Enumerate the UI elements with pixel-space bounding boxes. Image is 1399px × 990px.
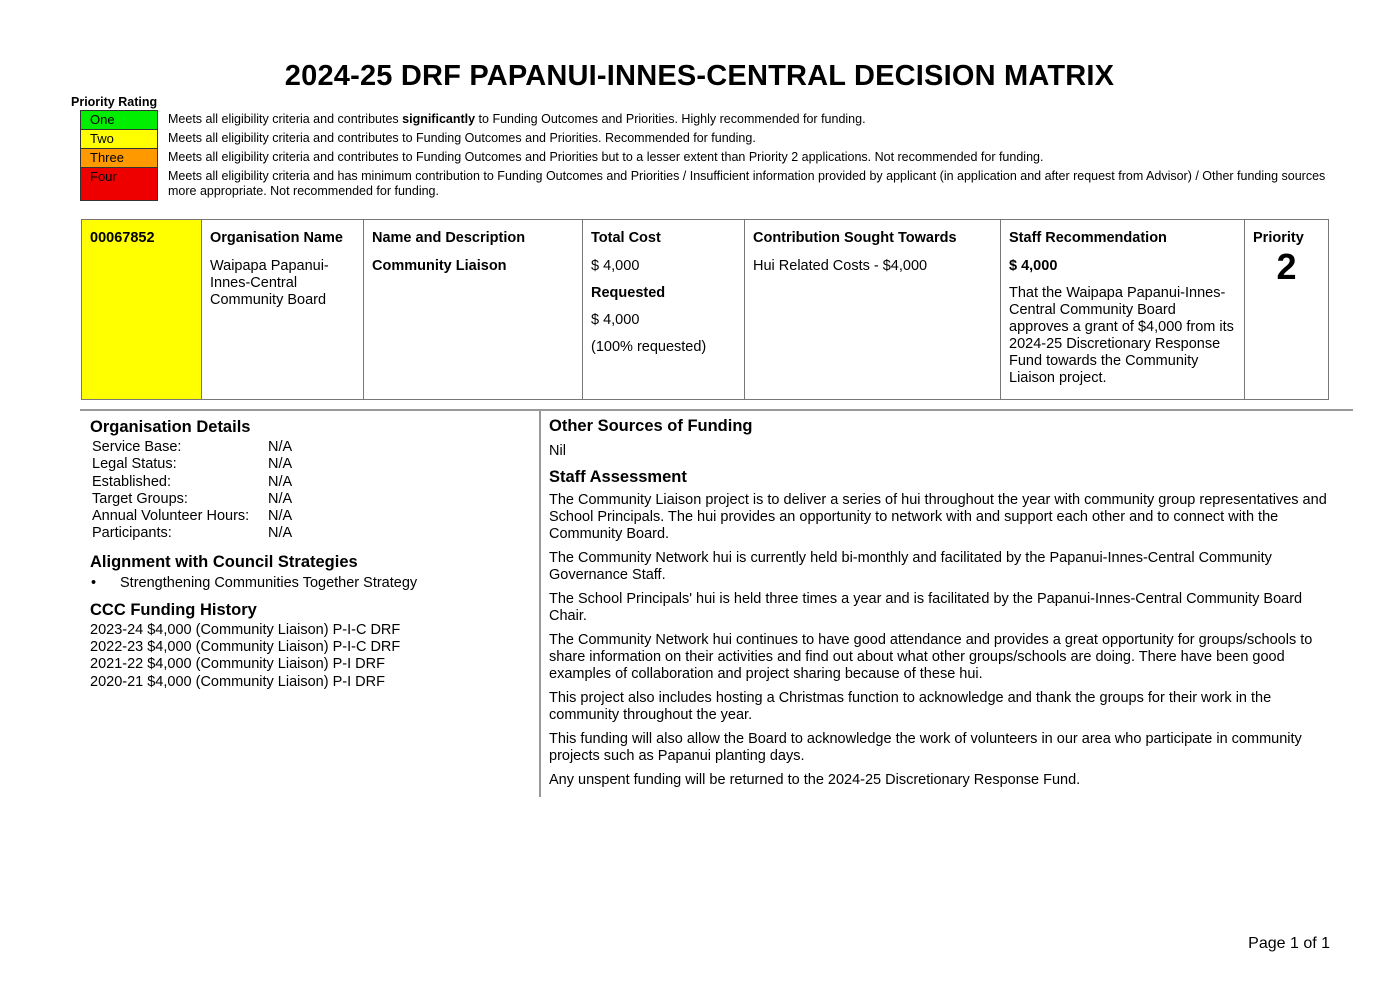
- priority-value: 2: [1276, 246, 1297, 287]
- detail-row: [90, 456, 530, 473]
- priority-one-description: Meets all eligibility criteria and contributes significantly to Funding Outcomes and Priorities. Highly recommended for funding.: [168, 112, 866, 126]
- detail-row: [90, 474, 530, 491]
- priority-three-swatch: Three: [80, 148, 158, 167]
- right-column: [549, 418, 1344, 796]
- legend-row-two: [80, 129, 1340, 148]
- name-description-cell: [364, 220, 583, 399]
- priority-cell: [1245, 220, 1328, 399]
- total-cost-value: $ 4,000: [591, 258, 640, 274]
- priority-four-swatch: Four: [80, 167, 158, 201]
- page-number: Page 1 of 1: [1248, 935, 1330, 952]
- organisation-name: Waipapa Papanui-Innes-Central Community Board: [210, 258, 329, 308]
- staff-recommendation-cell: [1001, 220, 1245, 399]
- funding-history-item: 2023-24 $4,000 (Community Liaison) P-I-C DRF: [90, 621, 401, 638]
- decision-matrix-row: [81, 219, 1329, 400]
- staff-recommendation-text: That the Waipapa Papanui-Innes-Central Community Board approves a grant of $4,000 from its 2024-25 Discretionary Response Fund towards the Community Liaison project.: [1009, 285, 1234, 386]
- detail-value: N/A: [268, 508, 293, 525]
- alignment-item: [90, 574, 530, 592]
- priority-three-description: Meets all eligibility criteria and contributes to Funding Outcomes and Priorities but to a lesser extent than Priority 2 applications. Not recommended for funding.: [168, 150, 1044, 164]
- contribution-cell: [745, 220, 1001, 399]
- requested-amount: $ 4,000: [591, 312, 640, 328]
- staff-recommendation-amount: $ 4,000: [1009, 258, 1058, 274]
- legend-row-four: [80, 167, 1340, 201]
- detail-key: Annual Volunteer Hours:: [92, 508, 250, 525]
- assessment-paragraph: The School Principals' hui is held three times a year and is facilitated by the Papanui-Innes-Central Community Board Chair.: [549, 591, 1303, 624]
- total-cost-header: Total Cost: [591, 230, 661, 246]
- contribution-header: Contribution Sought Towards: [753, 230, 957, 246]
- contribution-text: Hui Related Costs - $4,000: [753, 258, 928, 274]
- organisation-cell: [202, 220, 364, 399]
- funding-history-item: 2022-23 $4,000 (Community Liaison) P-I-C DRF: [90, 639, 401, 656]
- requested-label: Requested: [591, 285, 666, 301]
- detail-row: [90, 508, 530, 525]
- detail-key: Legal Status:: [92, 456, 177, 473]
- column-divider: [539, 411, 541, 797]
- staff-recommendation-header: Staff Recommendation: [1009, 230, 1167, 246]
- alignment-item-text: Strengthening Communities Together Strategy: [120, 574, 418, 591]
- organisation-details-list: [90, 439, 530, 543]
- name-description-header: Name and Description: [372, 230, 526, 246]
- priority-two-swatch: Two: [80, 129, 158, 148]
- assessment-paragraph: This project also includes hosting a Christmas function to acknowledge and thank the groups for their work in the community throughout the year.: [549, 690, 1272, 723]
- priority-header: Priority: [1253, 230, 1304, 246]
- organisation-header: Organisation Name: [210, 230, 343, 246]
- detail-row: [90, 491, 530, 508]
- detail-key: Target Groups:: [92, 490, 188, 507]
- detail-value: N/A: [268, 456, 293, 473]
- bullet-icon: •: [91, 574, 97, 591]
- assessment-paragraph: The Community Network hui is currently held bi-monthly and facilitated by the Papanui-Innes-Central Community Governance Staff.: [549, 550, 1272, 583]
- other-sources-heading: Other Sources of Funding: [549, 417, 753, 435]
- detail-row: [90, 525, 530, 542]
- detail-key: Participants:: [92, 525, 172, 542]
- assessment-paragraph: This funding will also allow the Board to acknowledge the work of volunteers in our area who participate in community projects such as Papanui planting days.: [549, 731, 1302, 764]
- priority-legend: [80, 110, 1340, 201]
- detail-value: N/A: [268, 525, 293, 542]
- funding-history-item: 2020-21 $4,000 (Community Liaison) P-I DRF: [90, 673, 385, 690]
- section-divider: [80, 409, 1353, 411]
- assessment-paragraph: Any unspent funding will be returned to the 2024-25 Discretionary Response Fund.: [549, 772, 1081, 788]
- total-cost-cell: [583, 220, 745, 399]
- detail-key: Service Base:: [92, 439, 182, 455]
- detail-value: N/A: [268, 490, 293, 507]
- alignment-heading: Alignment with Council Strategies: [90, 552, 358, 571]
- priority-rating-label: Priority Rating: [71, 95, 158, 109]
- page-title: 2024-25 DRF PAPANUI-INNES-CENTRAL DECISION MATRIX: [284, 60, 1115, 92]
- detail-value: N/A: [268, 439, 293, 455]
- priority-two-description: Meets all eligibility criteria and contributes to Funding Outcomes and Priorities. Recommended for funding.: [168, 131, 756, 145]
- funding-history-item: 2021-22 $4,000 (Community Liaison) P-I DRF: [90, 656, 385, 673]
- left-column: [90, 418, 530, 691]
- staff-assessment-heading: Staff Assessment: [549, 468, 687, 486]
- priority-one-swatch: One: [80, 110, 158, 129]
- legend-row-three: [80, 148, 1340, 167]
- legend-row-one: [80, 110, 1340, 129]
- project-name: Community Liaison: [372, 258, 507, 274]
- funding-history-heading: CCC Funding History: [90, 600, 257, 619]
- assessment-paragraph: The Community Liaison project is to deliver a series of hui throughout the year with community group representatives and School Principals. The hui provides an opportunity to network with and support each other and to connect with the Community Board.: [549, 492, 1327, 542]
- detail-value: N/A: [268, 473, 293, 490]
- requested-percentage: (100% requested): [591, 339, 707, 355]
- application-id: 00067852: [82, 220, 202, 399]
- priority-four-description: Meets all eligibility criteria and has minimum contribution to Funding Outcomes and Priorities / Insufficient information provided by applicant (in application and after request from Advisor) / Other funding sources more appropriate. Not recommended for funding.: [168, 169, 1326, 198]
- detail-key: Established:: [92, 473, 171, 490]
- organisation-details-heading: Organisation Details: [90, 418, 251, 436]
- assessment-paragraph: The Community Network hui continues to have good attendance and provides a great opportunity for groups/schools to share information on their activities and find out about what other groups/schools are doing. There have been good examples of collaboration and project sharing because of these hui.: [549, 632, 1313, 682]
- detail-row: [90, 439, 530, 456]
- other-sources-text: Nil: [549, 443, 566, 459]
